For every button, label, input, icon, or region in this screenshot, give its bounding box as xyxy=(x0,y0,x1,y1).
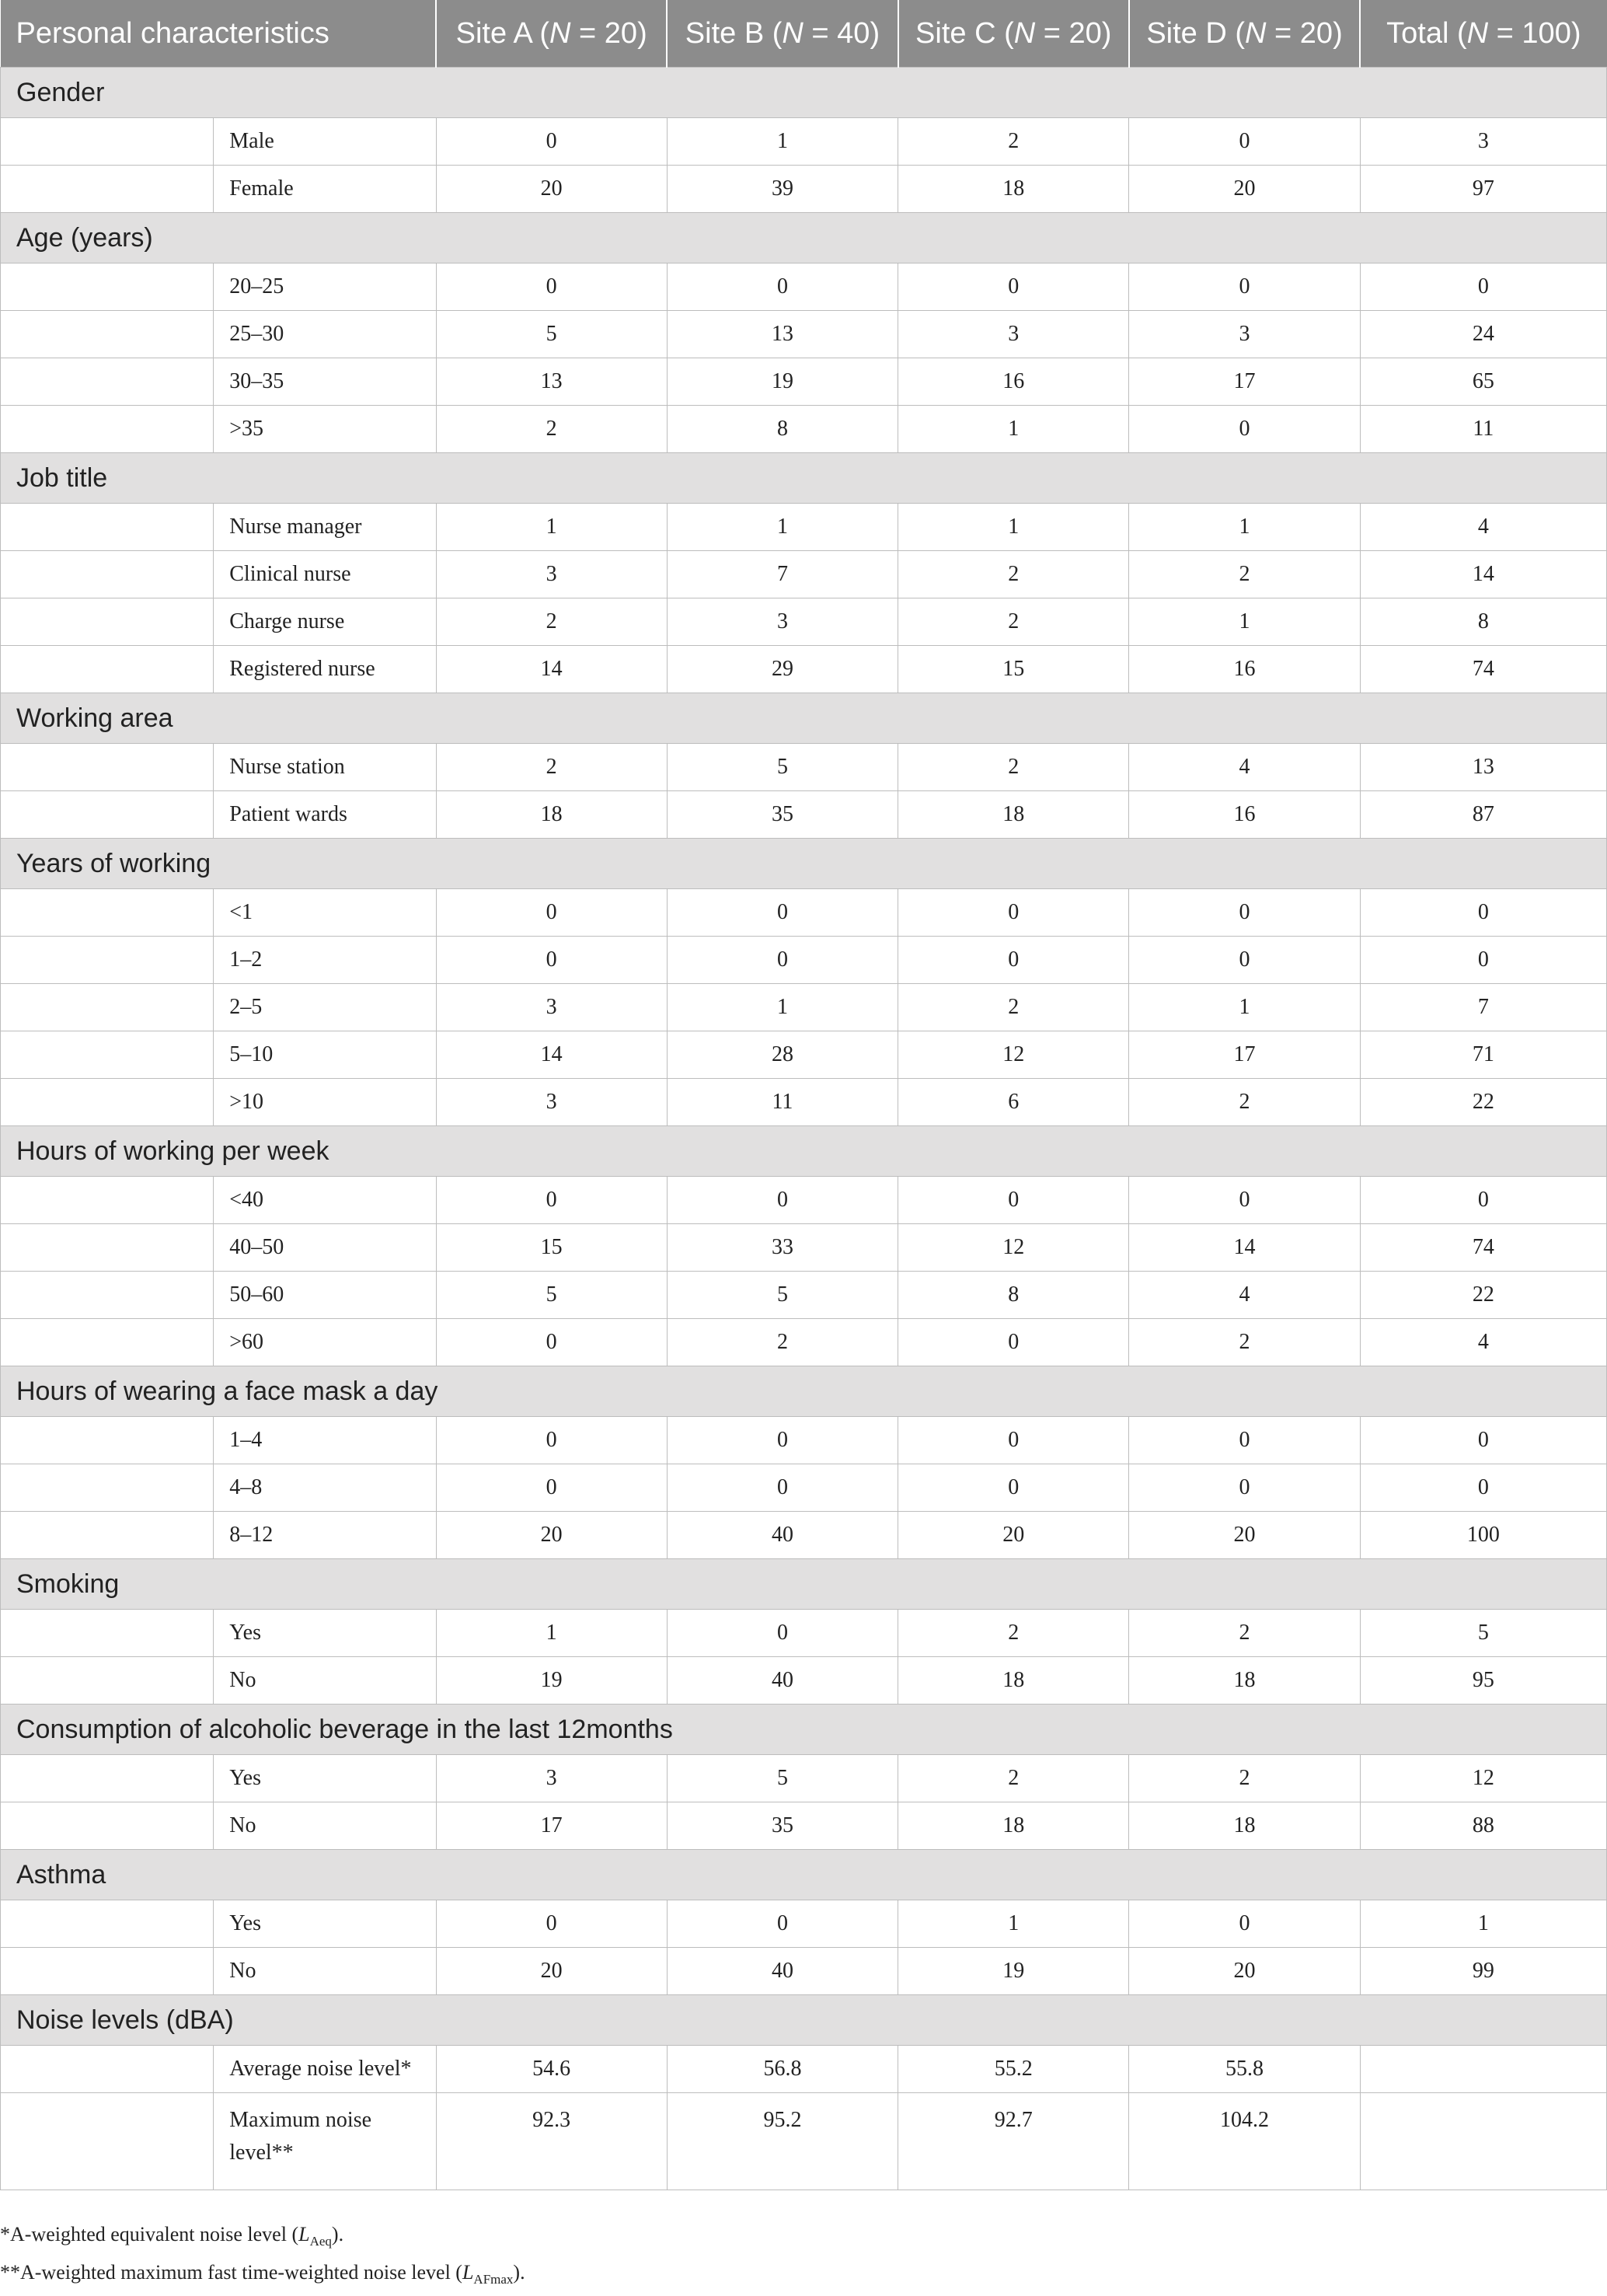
site-value-cell: 5 xyxy=(667,1272,898,1319)
site-value-cell: 33 xyxy=(667,1224,898,1272)
site-value-cell: 16 xyxy=(1129,646,1360,693)
site-value-cell: 19 xyxy=(436,1657,667,1705)
indent-cell xyxy=(1,1610,214,1657)
row-label: 5–10 xyxy=(214,1031,436,1079)
row-label: Registered nurse xyxy=(214,646,436,693)
row-label: Yes xyxy=(214,1755,436,1802)
table-row xyxy=(1,791,1607,839)
category-label: Age (years) xyxy=(1,213,1607,263)
total-cell: 74 xyxy=(1360,646,1606,693)
indent-cell xyxy=(1,1417,214,1464)
indent-cell xyxy=(1,1657,214,1705)
table-row xyxy=(1,937,1607,984)
site-value-cell: 19 xyxy=(898,1948,1129,1995)
total-cell: 99 xyxy=(1360,1948,1606,1995)
site-value-cell: 17 xyxy=(1129,358,1360,406)
site-value-cell: 1 xyxy=(667,504,898,551)
total-cell: 24 xyxy=(1360,311,1606,358)
site-value-cell: 15 xyxy=(436,1224,667,1272)
row-label: 1–2 xyxy=(214,937,436,984)
header-total: Total (N = 100) xyxy=(1360,0,1606,68)
category-label: Noise levels (dBA) xyxy=(1,1995,1607,2046)
indent-cell xyxy=(1,1755,214,1802)
site-value-cell: 5 xyxy=(436,311,667,358)
total-cell: 13 xyxy=(1360,744,1606,791)
site-value-cell: 0 xyxy=(667,1610,898,1657)
site-value-cell: 4 xyxy=(1129,744,1360,791)
table-row xyxy=(1,1464,1607,1512)
site-value-cell: 1 xyxy=(898,1900,1129,1948)
site-value-cell: 0 xyxy=(1129,889,1360,937)
table-row xyxy=(1,1417,1607,1464)
site-value-cell: 0 xyxy=(667,263,898,311)
site-value-cell: 2 xyxy=(1129,1755,1360,1802)
site-value-cell: 16 xyxy=(1129,791,1360,839)
indent-cell xyxy=(1,551,214,598)
site-value-cell: 0 xyxy=(436,1319,667,1366)
site-value-cell: 2 xyxy=(436,598,667,646)
table-row xyxy=(1,889,1607,937)
site-value-cell: 0 xyxy=(898,1319,1129,1366)
indent-cell xyxy=(1,2093,214,2190)
site-value-cell: 13 xyxy=(667,311,898,358)
total-cell: 0 xyxy=(1360,1464,1606,1512)
table-row xyxy=(1,744,1607,791)
indent-cell xyxy=(1,1177,214,1224)
row-label: Yes xyxy=(214,1900,436,1948)
table-row xyxy=(1,2093,1607,2190)
footnote-laeq: *A-weighted equivalent noise level $(L_{Aeq})$. xyxy=(0,2223,344,2249)
site-value-cell: 0 xyxy=(898,1417,1129,1464)
site-value-cell: 20 xyxy=(1129,1948,1360,1995)
site-value-cell: 18 xyxy=(898,1657,1129,1705)
site-value-cell: 13 xyxy=(436,358,667,406)
total-cell: 0 xyxy=(1360,937,1606,984)
indent-cell xyxy=(1,984,214,1031)
category-row xyxy=(1,453,1607,504)
row-label: >35 xyxy=(214,406,436,453)
category-row xyxy=(1,1559,1607,1610)
indent-cell xyxy=(1,937,214,984)
site-value-cell: 3 xyxy=(436,1079,667,1126)
site-value-cell: 0 xyxy=(898,889,1129,937)
total-cell: 95 xyxy=(1360,1657,1606,1705)
site-value-cell: 40 xyxy=(667,1512,898,1559)
table-row xyxy=(1,598,1607,646)
category-label: Smoking xyxy=(1,1559,1607,1610)
category-label: Consumption of alcoholic beverage in the last 12months xyxy=(1,1705,1607,1755)
category-label: Working area xyxy=(1,693,1607,744)
total-cell xyxy=(1360,2046,1606,2093)
site-value-cell: 3 xyxy=(436,984,667,1031)
total-cell xyxy=(1360,2093,1606,2190)
header-site-d: Site D (N = 20) xyxy=(1129,0,1360,68)
total-cell: 7 xyxy=(1360,984,1606,1031)
indent-cell xyxy=(1,1802,214,1850)
site-value-cell: 2 xyxy=(436,406,667,453)
table-row xyxy=(1,1272,1607,1319)
indent-cell xyxy=(1,1948,214,1995)
row-label: 2–5 xyxy=(214,984,436,1031)
table-row xyxy=(1,1031,1607,1079)
indent-cell xyxy=(1,118,214,166)
total-cell: 0 xyxy=(1360,1417,1606,1464)
site-value-cell: 2 xyxy=(1129,1079,1360,1126)
site-value-cell: 2 xyxy=(898,551,1129,598)
site-value-cell: 2 xyxy=(898,1610,1129,1657)
table-row xyxy=(1,984,1607,1031)
site-value-cell: 0 xyxy=(667,1900,898,1948)
site-value-cell: 2 xyxy=(898,1755,1129,1802)
site-value-cell: 2 xyxy=(1129,1610,1360,1657)
site-value-cell: 1 xyxy=(436,1610,667,1657)
total-cell: 14 xyxy=(1360,551,1606,598)
site-value-cell: 1 xyxy=(1129,504,1360,551)
site-value-cell: 14 xyxy=(436,1031,667,1079)
indent-cell xyxy=(1,889,214,937)
table-row xyxy=(1,1802,1607,1850)
site-value-cell: 20 xyxy=(1129,166,1360,213)
site-value-cell: 20 xyxy=(436,166,667,213)
site-value-cell: 12 xyxy=(898,1224,1129,1272)
indent-cell xyxy=(1,358,214,406)
site-value-cell: 8 xyxy=(898,1272,1129,1319)
category-row xyxy=(1,68,1607,118)
total-cell: 74 xyxy=(1360,1224,1606,1272)
category-label: Asthma xyxy=(1,1850,1607,1900)
indent-cell xyxy=(1,1079,214,1126)
site-value-cell: 5 xyxy=(436,1272,667,1319)
site-value-cell: 0 xyxy=(667,889,898,937)
site-value-cell: 0 xyxy=(898,937,1129,984)
site-value-cell: 0 xyxy=(1129,1900,1360,1948)
header-site-c: Site C (N = 20) xyxy=(898,0,1129,68)
site-value-cell: 0 xyxy=(667,1464,898,1512)
indent-cell xyxy=(1,2046,214,2093)
indent-cell xyxy=(1,1512,214,1559)
site-value-cell: 104.2 xyxy=(1129,2093,1360,2190)
table-row xyxy=(1,263,1607,311)
table-row xyxy=(1,1948,1607,1995)
site-value-cell: 0 xyxy=(436,263,667,311)
site-value-cell: 56.8 xyxy=(667,2046,898,2093)
site-value-cell: 18 xyxy=(898,791,1129,839)
indent-cell xyxy=(1,1272,214,1319)
total-cell: 0 xyxy=(1360,263,1606,311)
indent-cell xyxy=(1,598,214,646)
total-cell: 97 xyxy=(1360,166,1606,213)
site-value-cell: 1 xyxy=(898,504,1129,551)
site-value-cell: 95.2 xyxy=(667,2093,898,2190)
indent-cell xyxy=(1,791,214,839)
site-value-cell: 14 xyxy=(1129,1224,1360,1272)
site-value-cell: 28 xyxy=(667,1031,898,1079)
site-value-cell: 0 xyxy=(1129,1177,1360,1224)
site-value-cell: 20 xyxy=(436,1512,667,1559)
site-value-cell: 14 xyxy=(436,646,667,693)
site-value-cell: 0 xyxy=(1129,1417,1360,1464)
site-value-cell: 0 xyxy=(898,263,1129,311)
table-row xyxy=(1,1610,1607,1657)
site-value-cell: 0 xyxy=(1129,118,1360,166)
total-cell: 4 xyxy=(1360,1319,1606,1366)
row-label: 25–30 xyxy=(214,311,436,358)
table-row xyxy=(1,358,1607,406)
site-value-cell: 1 xyxy=(1129,984,1360,1031)
total-cell: 22 xyxy=(1360,1079,1606,1126)
total-cell: 71 xyxy=(1360,1031,1606,1079)
table-row xyxy=(1,1079,1607,1126)
row-label: Maximum noise level** xyxy=(214,2093,436,2190)
site-value-cell: 2 xyxy=(1129,1319,1360,1366)
row-label: 30–35 xyxy=(214,358,436,406)
site-value-cell: 0 xyxy=(1129,937,1360,984)
site-value-cell: 2 xyxy=(667,1319,898,1366)
category-label: Job title xyxy=(1,453,1607,504)
category-row xyxy=(1,213,1607,263)
row-label: Nurse manager xyxy=(214,504,436,551)
table-row xyxy=(1,551,1607,598)
category-row xyxy=(1,693,1607,744)
table-row xyxy=(1,311,1607,358)
site-value-cell: 8 xyxy=(667,406,898,453)
table-row xyxy=(1,1657,1607,1705)
indent-cell xyxy=(1,166,214,213)
total-cell: 88 xyxy=(1360,1802,1606,1850)
total-cell: 11 xyxy=(1360,406,1606,453)
site-value-cell: 18 xyxy=(1129,1802,1360,1850)
site-value-cell: 0 xyxy=(436,1177,667,1224)
row-label: Female xyxy=(214,166,436,213)
row-label: 4–8 xyxy=(214,1464,436,1512)
table-row xyxy=(1,1900,1607,1948)
site-value-cell: 1 xyxy=(436,504,667,551)
total-cell: 0 xyxy=(1360,889,1606,937)
row-label: Charge nurse xyxy=(214,598,436,646)
row-label: 40–50 xyxy=(214,1224,436,1272)
row-label: No xyxy=(214,1657,436,1705)
total-cell: 12 xyxy=(1360,1755,1606,1802)
row-label: Yes xyxy=(214,1610,436,1657)
category-row xyxy=(1,1705,1607,1755)
site-value-cell: 2 xyxy=(1129,551,1360,598)
indent-cell xyxy=(1,504,214,551)
category-label: Gender xyxy=(1,68,1607,118)
row-label: Male xyxy=(214,118,436,166)
indent-cell xyxy=(1,1900,214,1948)
site-value-cell: 2 xyxy=(898,598,1129,646)
site-value-cell: 0 xyxy=(436,1900,667,1948)
site-value-cell: 16 xyxy=(898,358,1129,406)
total-cell: 22 xyxy=(1360,1272,1606,1319)
site-value-cell: 18 xyxy=(1129,1657,1360,1705)
site-value-cell: 35 xyxy=(667,791,898,839)
category-row xyxy=(1,1850,1607,1900)
table-row xyxy=(1,2046,1607,2093)
site-value-cell: 5 xyxy=(667,1755,898,1802)
row-label: Clinical nurse xyxy=(214,551,436,598)
site-value-cell: 54.6 xyxy=(436,2046,667,2093)
indent-cell xyxy=(1,646,214,693)
site-value-cell: 20 xyxy=(898,1512,1129,1559)
row-label: 8–12 xyxy=(214,1512,436,1559)
category-label: Hours of working per week xyxy=(1,1126,1607,1177)
table-row xyxy=(1,1224,1607,1272)
row-label: 20–25 xyxy=(214,263,436,311)
row-label: Nurse station xyxy=(214,744,436,791)
row-label: No xyxy=(214,1948,436,1995)
table-row xyxy=(1,1512,1607,1559)
indent-cell xyxy=(1,1224,214,1272)
header-site-a: Site A (N = 20) xyxy=(436,0,667,68)
indent-cell xyxy=(1,406,214,453)
site-value-cell: 40 xyxy=(667,1657,898,1705)
site-value-cell: 11 xyxy=(667,1079,898,1126)
table-row xyxy=(1,406,1607,453)
total-cell: 1 xyxy=(1360,1900,1606,1948)
table-row xyxy=(1,504,1607,551)
footnotes xyxy=(0,2219,525,2295)
site-value-cell: 2 xyxy=(898,118,1129,166)
site-value-cell: 0 xyxy=(436,1464,667,1512)
row-label: >60 xyxy=(214,1319,436,1366)
site-value-cell: 20 xyxy=(436,1948,667,1995)
category-row xyxy=(1,1126,1607,1177)
site-value-cell: 0 xyxy=(667,937,898,984)
site-value-cell: 0 xyxy=(1129,1464,1360,1512)
header-site-b: Site B (N = 40) xyxy=(667,0,898,68)
site-value-cell: 0 xyxy=(436,118,667,166)
total-cell: 3 xyxy=(1360,118,1606,166)
indent-cell xyxy=(1,1464,214,1512)
total-cell: 87 xyxy=(1360,791,1606,839)
site-value-cell: 12 xyxy=(898,1031,1129,1079)
indent-cell xyxy=(1,744,214,791)
site-value-cell: 1 xyxy=(898,406,1129,453)
header-row xyxy=(1,0,1607,68)
table-row xyxy=(1,1755,1607,1802)
site-value-cell: 0 xyxy=(1129,263,1360,311)
indent-cell xyxy=(1,311,214,358)
site-value-cell: 92.3 xyxy=(436,2093,667,2190)
row-label: <1 xyxy=(214,889,436,937)
site-value-cell: 17 xyxy=(436,1802,667,1850)
total-cell: 65 xyxy=(1360,358,1606,406)
site-value-cell: 3 xyxy=(436,1755,667,1802)
total-cell: 8 xyxy=(1360,598,1606,646)
total-cell: 5 xyxy=(1360,1610,1606,1657)
site-value-cell: 0 xyxy=(667,1177,898,1224)
site-value-cell: 6 xyxy=(898,1079,1129,1126)
site-value-cell: 40 xyxy=(667,1948,898,1995)
table-body xyxy=(1,68,1607,2190)
row-label: >10 xyxy=(214,1079,436,1126)
site-value-cell: 0 xyxy=(898,1177,1129,1224)
site-value-cell: 3 xyxy=(436,551,667,598)
site-value-cell: 20 xyxy=(1129,1512,1360,1559)
table-row xyxy=(1,1177,1607,1224)
site-value-cell: 0 xyxy=(1129,406,1360,453)
site-value-cell: 3 xyxy=(667,598,898,646)
site-value-cell: 4 xyxy=(1129,1272,1360,1319)
site-value-cell: 92.7 xyxy=(898,2093,1129,2190)
site-value-cell: 7 xyxy=(667,551,898,598)
site-value-cell: 2 xyxy=(898,744,1129,791)
site-value-cell: 2 xyxy=(898,984,1129,1031)
row-label: 50–60 xyxy=(214,1272,436,1319)
row-label: No xyxy=(214,1802,436,1850)
site-value-cell: 17 xyxy=(1129,1031,1360,1079)
site-value-cell: 2 xyxy=(436,744,667,791)
row-label: Patient wards xyxy=(214,791,436,839)
site-value-cell: 55.2 xyxy=(898,2046,1129,2093)
site-value-cell: 0 xyxy=(436,1417,667,1464)
site-value-cell: 3 xyxy=(898,311,1129,358)
footnote-lafmax: **A-weighted maximum fast time-weighted noise level $(L_{AFmax})$. xyxy=(0,2261,525,2287)
site-value-cell: 5 xyxy=(667,744,898,791)
site-value-cell: 55.8 xyxy=(1129,2046,1360,2093)
indent-cell xyxy=(1,1319,214,1366)
total-cell: 4 xyxy=(1360,504,1606,551)
category-row xyxy=(1,1366,1607,1417)
site-value-cell: 18 xyxy=(436,791,667,839)
indent-cell xyxy=(1,263,214,311)
site-value-cell: 19 xyxy=(667,358,898,406)
site-value-cell: 1 xyxy=(667,984,898,1031)
category-label: Hours of wearing a face mask a day xyxy=(1,1366,1607,1417)
table-row xyxy=(1,166,1607,213)
row-label: <40 xyxy=(214,1177,436,1224)
site-value-cell: 35 xyxy=(667,1802,898,1850)
category-row xyxy=(1,839,1607,889)
header-personal-characteristics: Personal characteristics xyxy=(1,0,437,68)
site-value-cell: 39 xyxy=(667,166,898,213)
site-value-cell: 29 xyxy=(667,646,898,693)
site-value-cell: 0 xyxy=(667,1417,898,1464)
site-value-cell: 3 xyxy=(1129,311,1360,358)
category-label: Years of working xyxy=(1,839,1607,889)
table-row xyxy=(1,646,1607,693)
indent-cell xyxy=(1,1031,214,1079)
category-row xyxy=(1,1995,1607,2046)
table-row xyxy=(1,118,1607,166)
site-value-cell: 0 xyxy=(436,937,667,984)
row-label: 1–4 xyxy=(214,1417,436,1464)
site-value-cell: 18 xyxy=(898,1802,1129,1850)
total-cell: 0 xyxy=(1360,1177,1606,1224)
site-value-cell: 1 xyxy=(667,118,898,166)
site-value-cell: 18 xyxy=(898,166,1129,213)
total-cell: 100 xyxy=(1360,1512,1606,1559)
site-value-cell: 15 xyxy=(898,646,1129,693)
site-value-cell: 0 xyxy=(898,1464,1129,1512)
site-value-cell: 1 xyxy=(1129,598,1360,646)
table-row xyxy=(1,1319,1607,1366)
row-label: Average noise level* xyxy=(214,2046,436,2093)
site-value-cell: 0 xyxy=(436,889,667,937)
